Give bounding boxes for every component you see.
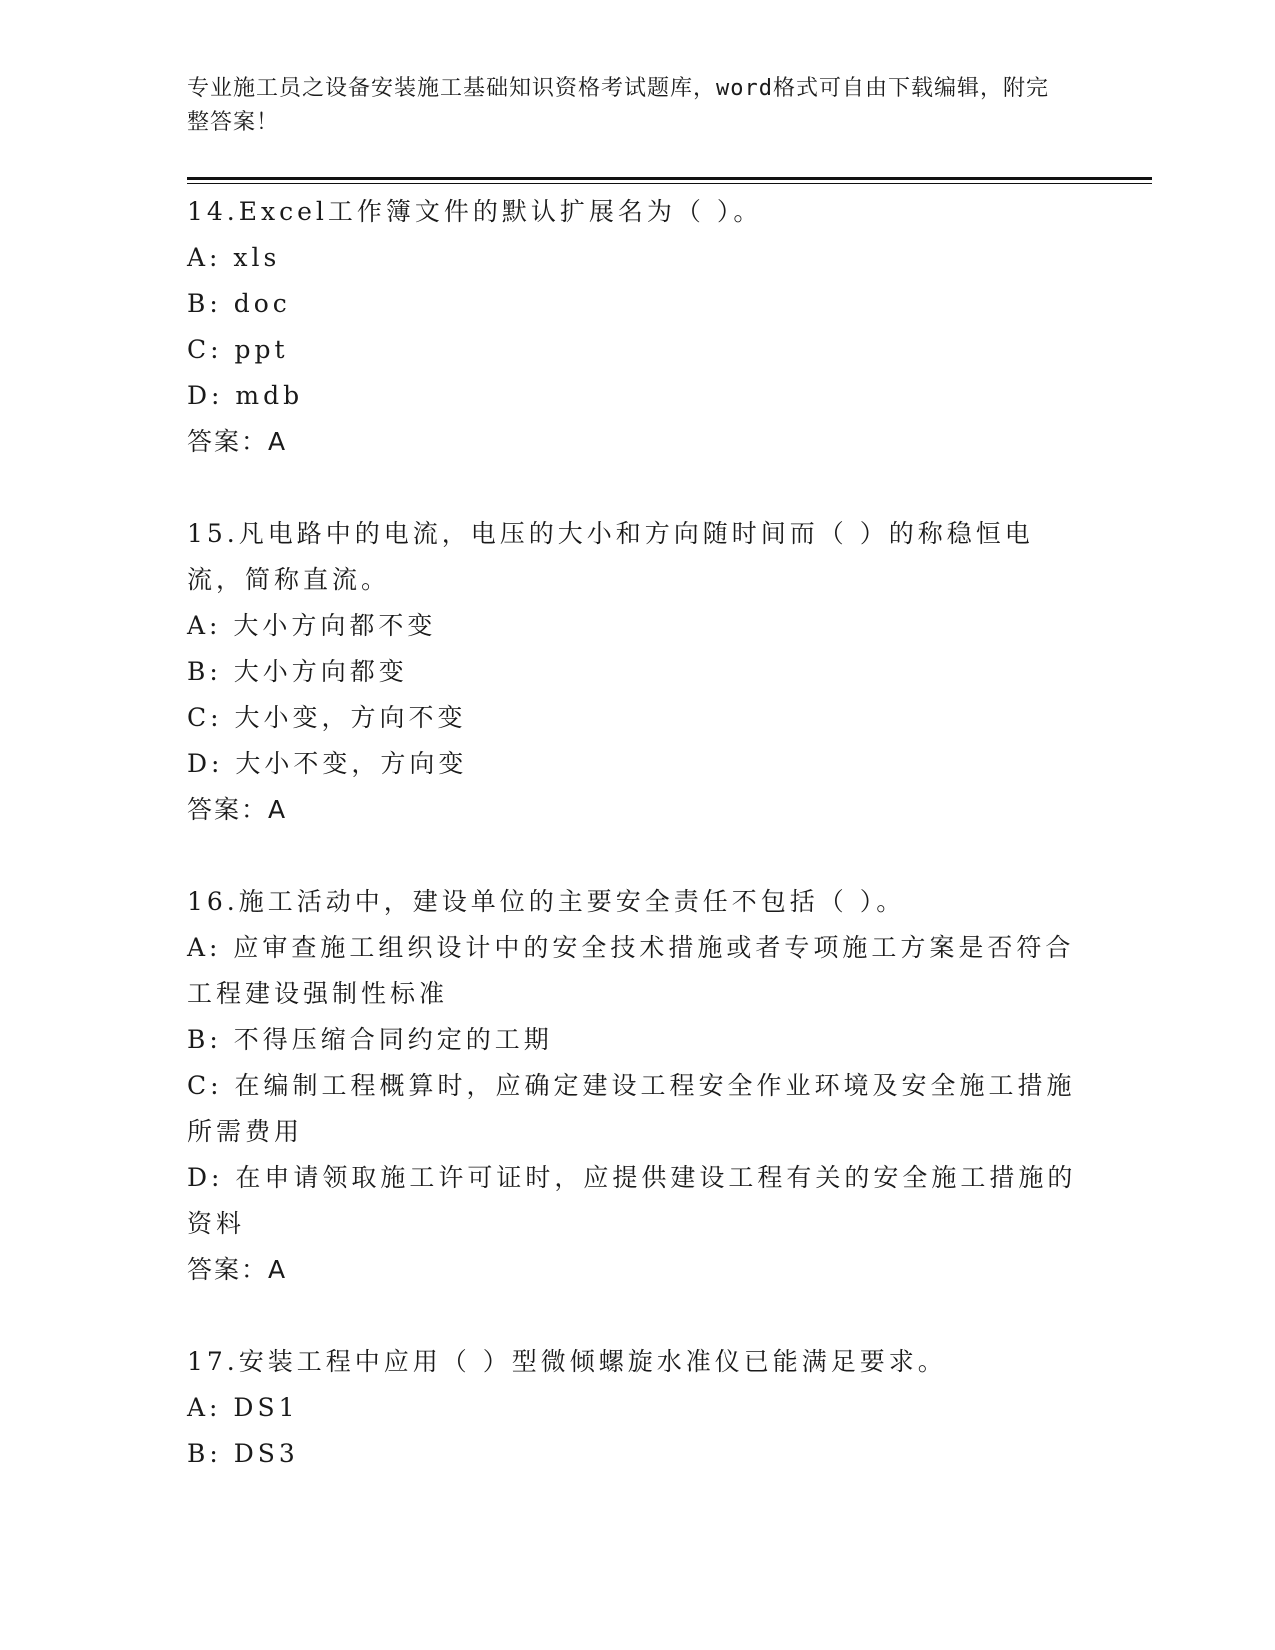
option-a: A: DS1 xyxy=(187,1393,299,1422)
answer-line: 答案：A xyxy=(187,1255,288,1284)
question-15 xyxy=(187,511,1077,833)
header-divider-thick xyxy=(187,177,1152,180)
question-stem: 15.凡电路中的电流，电压的大小和方向随时间而（ ）的称稳恒电流，简称直流。 xyxy=(187,519,1034,594)
question-14 xyxy=(187,189,1077,465)
option-b: B: DS3 xyxy=(187,1439,299,1468)
question-stem: 17.安装工程中应用（ ）型微倾螺旋水准仪已能满足要求。 xyxy=(187,1347,947,1376)
option-a: A: 大小方向都不变 xyxy=(187,611,437,640)
question-stem: 16.施工活动中，建设单位的主要安全责任不包括（ ）。 xyxy=(187,887,906,916)
option-c: C: 大小变，方向不变 xyxy=(187,703,467,732)
question-17 xyxy=(187,1339,1077,1477)
option-d: D: 在申请领取施工许可证时，应提供建设工程有关的安全施工措施的资料 xyxy=(187,1163,1077,1238)
option-c: C: ppt xyxy=(187,335,289,364)
answer-line: 答案：A xyxy=(187,795,288,824)
option-b: B: 不得压缩合同约定的工期 xyxy=(187,1025,553,1054)
document-header: 专业施工员之设备安装施工基础知识资格考试题库，word格式可自由下载编辑，附完整答案！ xyxy=(187,76,1049,135)
option-d: D: 大小不变，方向变 xyxy=(187,749,468,778)
option-c: C: 在编制工程概算时，应确定建设工程安全作业环境及安全施工措施所需费用 xyxy=(187,1071,1076,1146)
header-divider-thin xyxy=(187,183,1152,184)
question-list xyxy=(187,189,1077,1523)
question-16 xyxy=(187,879,1077,1293)
question-stem: 14.Excel工作簿文件的默认扩展名为（ ）。 xyxy=(187,197,763,226)
option-a: A: 应审查施工组织设计中的安全技术措施或者专项施工方案是否符合工程建设强制性标准 xyxy=(187,933,1075,1008)
answer-line: 答案：A xyxy=(187,427,288,456)
option-b: B: doc xyxy=(187,289,291,318)
option-a: A: xls xyxy=(187,243,281,272)
option-b: B: 大小方向都变 xyxy=(187,657,408,686)
option-d: D: mdb xyxy=(187,381,304,410)
